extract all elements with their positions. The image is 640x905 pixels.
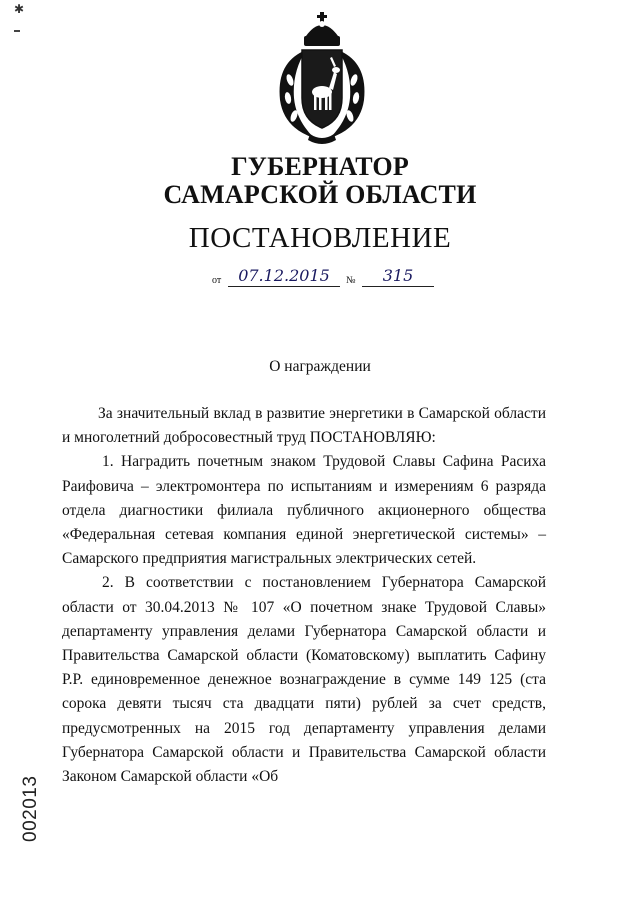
handwritten-date: 07.12.2015 bbox=[228, 266, 340, 287]
document-subject: О награждении bbox=[269, 358, 371, 375]
dateline bbox=[212, 266, 442, 290]
corner-dash bbox=[14, 30, 20, 32]
coat-of-arms-emblem bbox=[270, 10, 374, 148]
document-body bbox=[62, 402, 546, 789]
paragraph-item-2: 2. В соответствии с постановлением Губернатора Самарской области от 30.04.2013 № 107 «О почетном знаке Трудовой Славы» департаменту управления делами Губернатора Самарской области и Правительства Самарской области (Коматовскому) выплатить Сафину Р.Р. единовременное денежное вознаграждение в сумме 149 125 (ста сорока девяти тысяч ста двадцати пяти) рублей за счет средств, предусмотренных на 2015 год департаменту управления делами Губернатора Самарской области и Правительства Самарской области Законом Самарской области «Об bbox=[62, 574, 546, 786]
side-serial-stamp bbox=[18, 772, 44, 842]
date-from-label: от bbox=[212, 275, 222, 286]
corner-mark: ✱ bbox=[14, 2, 25, 16]
org-title-line2: САМАРСКОЙ ОБЛАСТИ bbox=[163, 180, 477, 209]
paragraph-preamble: За значительный вклад в развитие энергетики в Самарской области и многолетний добросовестный труд ПОСТАНОВЛЯЮ: bbox=[62, 405, 546, 447]
document-type: ПОСТАНОВЛЕНИЕ bbox=[188, 222, 452, 254]
org-title-line1: ГУБЕРНАТОР bbox=[231, 152, 409, 181]
number-label: № bbox=[346, 275, 356, 286]
handwritten-number: 315 bbox=[362, 266, 434, 287]
paragraph-item-1: 1. Наградить почетным знаком Трудовой Славы Сафина Расиха Раифовича – электромонтера по испытаниям и измерениям 6 разряда отдела диагностики филиала публичного акционерного общества «Федеральная сетевая компания единой энергетической системы» – Самарского предприятия магистральных электрических сетей. bbox=[62, 453, 546, 568]
side-serial-number: 002013 bbox=[20, 775, 41, 842]
